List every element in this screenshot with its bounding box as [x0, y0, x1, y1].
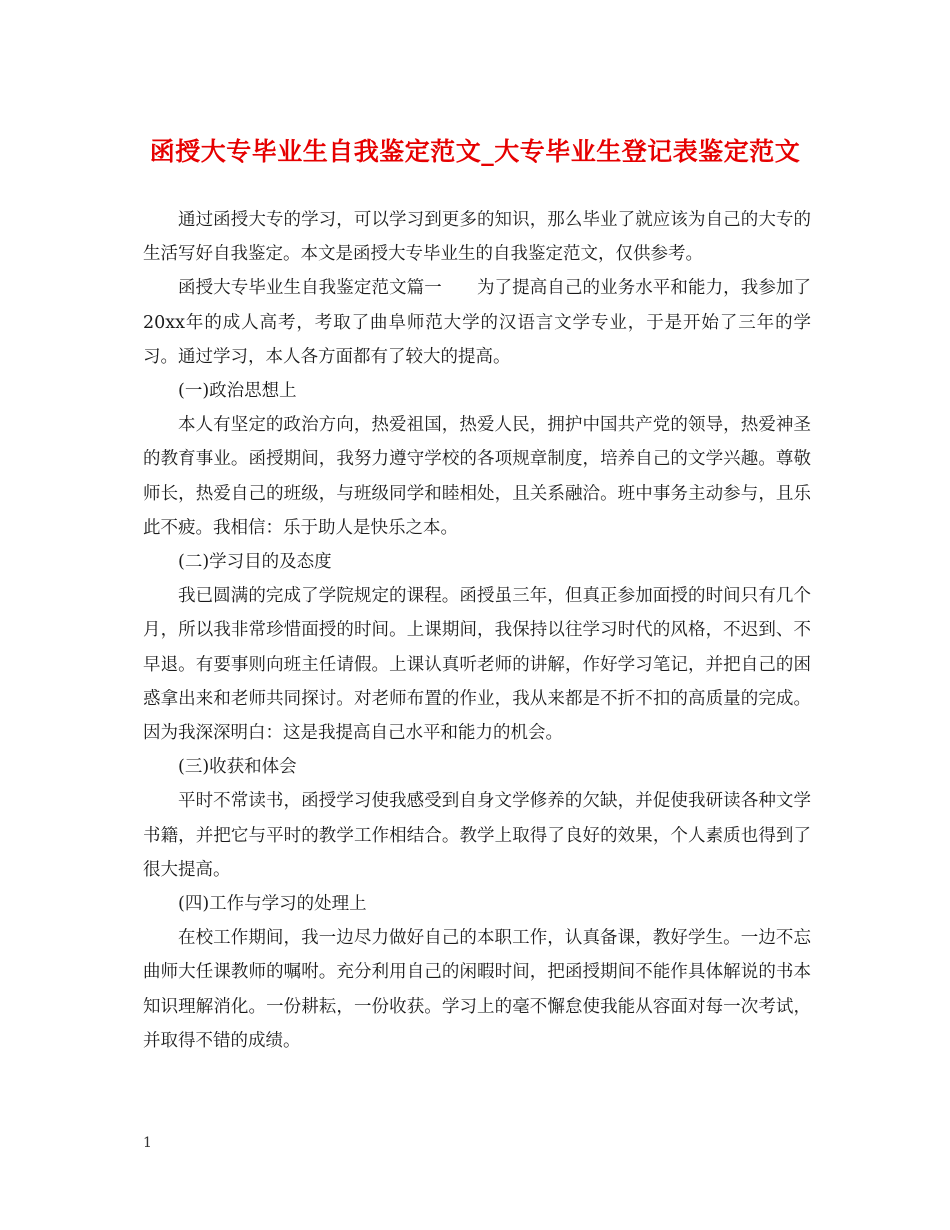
paragraph-gains: 平时不常读书，函授学习使我感受到自身文学修养的欠缺，并促使我研读各种文学书籍，并把它与平时的教学工作相结合。教学上取得了良好的效果，个人素质也得到了很大提高。: [143, 791, 811, 880]
paragraph-work-study: 在校工作期间，我一边尽力做好自己的本职工作，认真备课，教好学生。一边不忘曲师大任课教师的嘱咐。充分利用自己的闲暇时间，把函授期间不能作具体解说的书本知识理解消化。一份耕耘，一份收获。学习上的毫不懈怠使我能从容面对每一次考试，并取得不错的成绩。: [143, 928, 811, 1051]
section-heading-politics: (一)政治思想上: [178, 381, 297, 402]
paragraph-intro: 通过函授大专的学习，可以学习到更多的知识，那么毕业了就应该为自己的大专的生活写好自我鉴定。本文是函授大专毕业生的自我鉴定范文，仅供参考。: [143, 210, 811, 265]
document-body: [143, 203, 811, 1058]
section-heading-gains: (三)收获和体会: [178, 757, 297, 778]
paragraph-study: 我已圆满的完成了学院规定的课程。函授虽三年，但真正参加面授的时间只有几个月，所以我非常珍惜面授的时间。上课期间，我保持以往学习时代的风格，不迟到、不早退。有要事则向班主任请假。上课认真听老师的讲解，作好学习笔记，并把自己的困惑拿出来和老师共同探讨。对老师布置的作业，我从来都是不折不扣的高质量的完成。因为我深深明白：这是我提高自己水平和能力的机会。: [143, 586, 811, 744]
section-heading-study: (二)学习目的及态度: [178, 552, 332, 573]
paragraph-politics: 本人有坚定的政治方向，热爱祖国，热爱人民，拥护中国共产党的领导，热爱神圣的教育事业。函授期间，我努力遵守学校的各项规章制度，培养自己的文学兴趣。尊敬师长，热爱自己的班级，与班级同学和睦相处，且关系融洽。班中事务主动参与，且乐此不疲。我相信：乐于助人是快乐之本。: [143, 415, 811, 538]
section-heading-work-study: (四)工作与学习的处理上: [178, 894, 367, 915]
page-number: 1: [143, 1135, 152, 1151]
paragraph-sample-one: 函授大专毕业生自我鉴定范文篇一 为了提高自己的业务水平和能力，我参加了20xx年的成人高考，考取了曲阜师范大学的汉语言文学专业，于是开始了三年的学习。通过学习，本人各方面都有了较大的提高。: [143, 278, 811, 367]
document-title: 函授大专毕业生自我鉴定范文_大专毕业生登记表鉴定范文: [149, 137, 801, 166]
